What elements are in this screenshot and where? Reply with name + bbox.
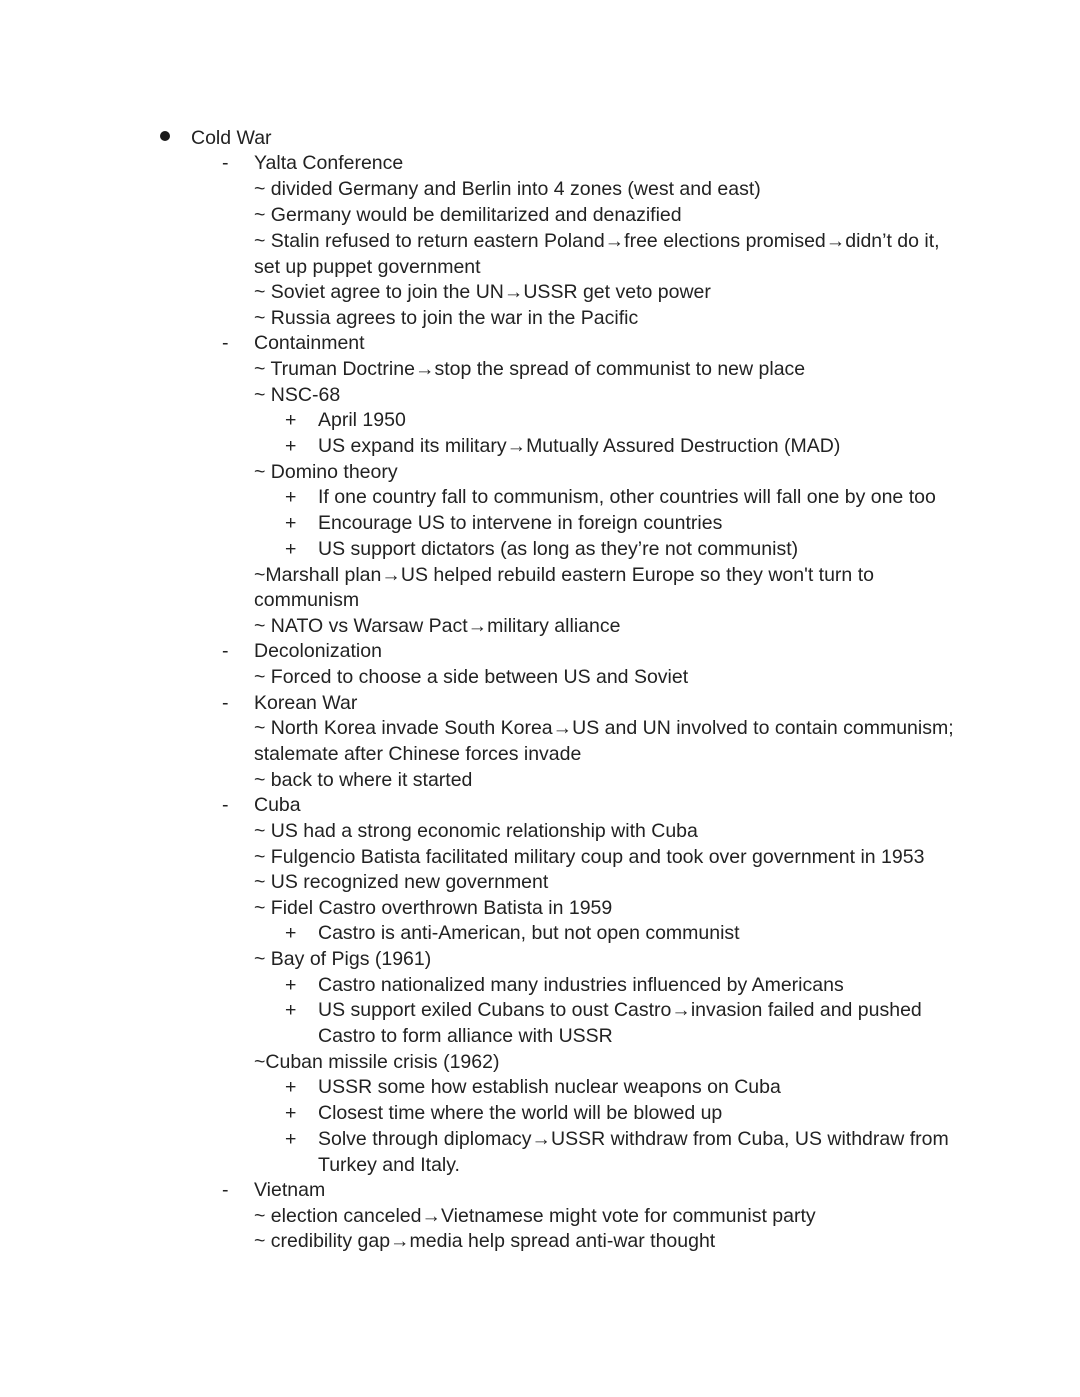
note-line: ~ election canceled→Vietnamese might vote for communist party	[254, 1205, 816, 1227]
plus-marker: +	[285, 1076, 297, 1098]
note-line: April 1950	[318, 409, 406, 431]
page-title: Cold War	[191, 127, 272, 149]
note-line: USSR some how establish nuclear weapons on Cuba	[318, 1076, 781, 1098]
note-line: Closest time where the world will be blowed up	[318, 1102, 723, 1124]
note-line: ~ back to where it started	[254, 769, 473, 791]
section-heading: Vietnam	[254, 1179, 326, 1201]
plus-marker: +	[285, 435, 297, 457]
note-line: ~Cuban missile crisis (1962)	[254, 1051, 500, 1073]
note-line: ~ Russia agrees to join the war in the Pacific	[254, 307, 639, 329]
plus-marker: +	[285, 999, 297, 1021]
note-line: Turkey and Italy.	[318, 1154, 460, 1176]
section-heading: Yalta Conference	[254, 152, 404, 174]
note-line: ~ credibility gap→media help spread anti-war thought	[254, 1230, 716, 1252]
note-line: Castro to form alliance with USSR	[318, 1025, 613, 1047]
dash-marker: -	[222, 1179, 229, 1201]
note-line: ~ North Korea invade South Korea→US and UN involved to contain communism;	[254, 717, 954, 739]
note-line: ~ NSC-68	[254, 384, 341, 406]
note-line: ~ Truman Doctrine→stop the spread of communist to new place	[254, 358, 806, 380]
note-line: ~ divided Germany and Berlin into 4 zones (west and east)	[254, 178, 761, 200]
bullet-icon	[160, 131, 170, 141]
note-line: set up puppet government	[254, 256, 481, 278]
plus-marker: +	[285, 922, 297, 944]
dash-marker: -	[222, 332, 229, 354]
note-line: Castro nationalized many industries influenced by Americans	[318, 974, 844, 996]
note-line: Solve through diplomacy→USSR withdraw from Cuba, US withdraw from	[318, 1128, 949, 1150]
section-heading: Cuba	[254, 794, 301, 816]
note-line: ~ Soviet agree to join the UN→USSR get veto power	[254, 281, 711, 303]
section-heading: Korean War	[254, 692, 358, 714]
note-line: ~ Stalin refused to return eastern Poland→free elections promised→didn’t do it,	[254, 230, 940, 252]
note-line: communism	[254, 589, 360, 611]
note-line: stalemate after Chinese forces invade	[254, 743, 582, 765]
note-line: ~ Germany would be demilitarized and denazified	[254, 204, 682, 226]
dash-marker: -	[222, 152, 229, 174]
dash-marker: -	[222, 794, 229, 816]
plus-marker: +	[285, 974, 297, 996]
note-line: US support exiled Cubans to oust Castro→invasion failed and pushed	[318, 999, 922, 1021]
note-line: US support dictators (as long as they’re not communist)	[318, 538, 799, 560]
plus-marker: +	[285, 486, 297, 508]
note-line: If one country fall to communism, other countries will fall one by one too	[318, 486, 936, 508]
note-line: ~ Domino theory	[254, 461, 398, 483]
note-line: ~ US recognized new government	[254, 871, 549, 893]
section-heading: Decolonization	[254, 640, 382, 662]
dash-marker: -	[222, 640, 229, 662]
plus-marker: +	[285, 512, 297, 534]
note-line: ~ US had a strong economic relationship with Cuba	[254, 820, 698, 842]
note-line: ~Marshall plan→US helped rebuild eastern Europe so they won't turn to	[254, 564, 874, 586]
note-line: Castro is anti-American, but not open communist	[318, 922, 740, 944]
note-line: Encourage US to intervene in foreign countries	[318, 512, 723, 534]
note-line: ~ Fulgencio Batista facilitated military coup and took over government in 1953	[254, 846, 925, 868]
section-heading: Containment	[254, 332, 365, 354]
plus-marker: +	[285, 538, 297, 560]
plus-marker: +	[285, 1128, 297, 1150]
plus-marker: +	[285, 1102, 297, 1124]
note-line: ~ NATO vs Warsaw Pact→military alliance	[254, 615, 621, 637]
note-line: ~ Fidel Castro overthrown Batista in 1959	[254, 897, 613, 919]
plus-marker: +	[285, 409, 297, 431]
note-line: ~ Forced to choose a side between US and Soviet	[254, 666, 689, 688]
note-line: ~ Bay of Pigs (1961)	[254, 948, 432, 970]
dash-marker: -	[222, 692, 229, 714]
note-line: US expand its military→Mutually Assured Destruction (MAD)	[318, 435, 841, 457]
